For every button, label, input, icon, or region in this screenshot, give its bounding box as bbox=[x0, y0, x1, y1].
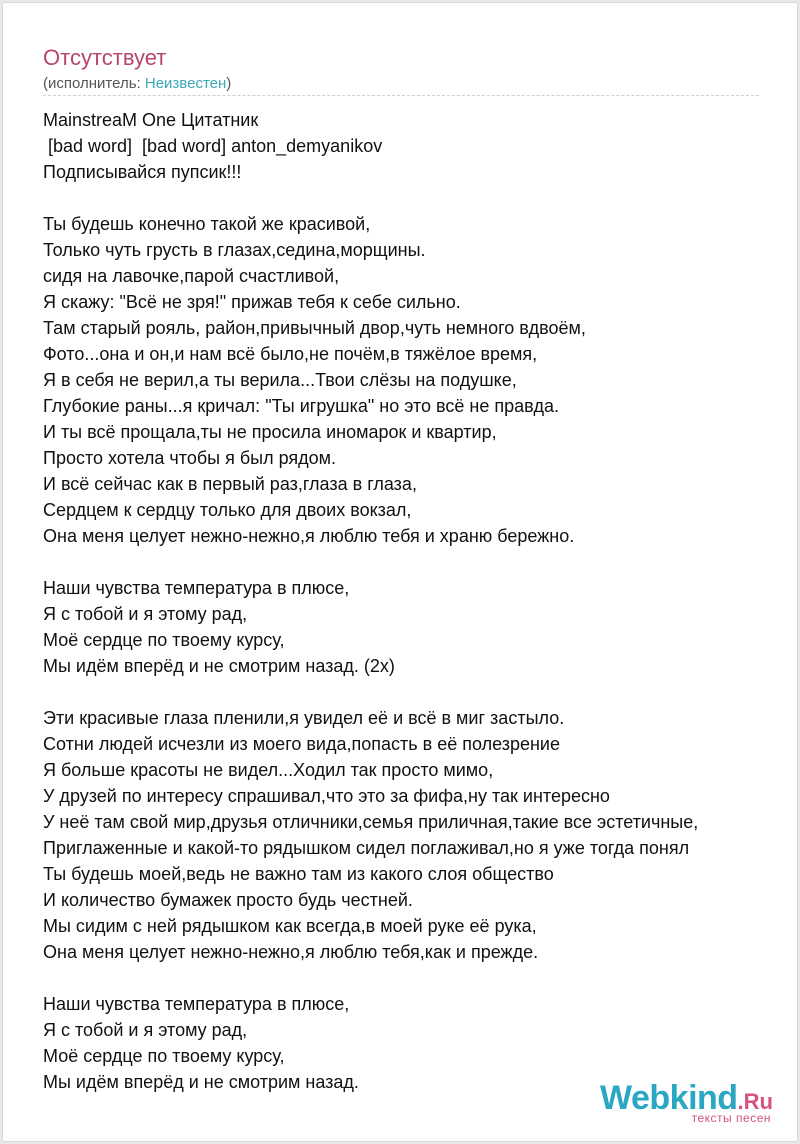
lyric-line: Фото...она и он,и нам всё было,не почём,в тяжёлое время, bbox=[43, 344, 538, 364]
lyric-line: Глубокие раны...я кричал: "Ты игрушка" но это всё не правда. bbox=[43, 396, 560, 416]
lyric-line: Я с тобой и я этому рад, bbox=[43, 604, 248, 624]
lyric-line: Сердцем к сердцу только для двоих вокзал, bbox=[43, 500, 412, 520]
lyric-line: Только чуть грусть в глазах,седина,морщины. bbox=[43, 240, 426, 260]
artist-suffix: ) bbox=[226, 75, 232, 92]
lyric-line: Приглаженные и какой-то рядышком сидел поглаживал,но я уже тогда понял bbox=[43, 838, 690, 858]
lyric-line: У друзей по интересу спрашивал,что это за фифа,ну так интересно bbox=[43, 786, 610, 806]
lyric-line: Моё сердце по твоему курсу, bbox=[43, 1046, 285, 1066]
lyric-line: сидя на лавочке,парой счастливой, bbox=[43, 266, 340, 286]
lyric-line: Сотни людей исчезли из моего вида,попасть в её полезрение bbox=[43, 734, 560, 754]
lyric-line: Наши чувства температура в плюсе, bbox=[43, 578, 350, 598]
lyric-line: Подписывайся пупсик!!! bbox=[43, 162, 242, 182]
lyric-line: У неё там свой мир,друзья отличники,семья приличная,такие все эстетичные, bbox=[43, 812, 699, 832]
header-divider bbox=[43, 95, 759, 96]
lyrics-text bbox=[43, 107, 798, 1095]
lyric-line: Мы идём вперёд и не смотрим назад. bbox=[43, 1072, 359, 1092]
lyric-line: Моё сердце по твоему курсу, bbox=[43, 630, 285, 650]
artist-prefix: (исполнитель: bbox=[43, 75, 145, 92]
site-logo[interactable] bbox=[600, 1081, 773, 1125]
lyric-blank-line bbox=[43, 549, 798, 575]
lyric-line: Я больше красоты не видел...Ходил так просто мимо, bbox=[43, 760, 494, 780]
lyric-blank-line bbox=[43, 185, 798, 211]
lyric-line: Я скажу: "Всё не зря!" прижав тебя к себе сильно. bbox=[43, 292, 461, 312]
artist-link[interactable]: Неизвестен bbox=[144, 75, 227, 92]
lyric-line: И всё сейчас как в первый раз,глаза в глаза, bbox=[43, 474, 417, 494]
lyric-line: Я в себя не верил,а ты верила...Твои слёзы на подушке, bbox=[43, 370, 517, 390]
lyric-line: MainstreaM One Цитатник bbox=[43, 110, 259, 130]
lyric-line: Мы идём вперёд и не смотрим назад. (2x) bbox=[43, 656, 395, 676]
lyric-line: Она меня целует нежно-нежно,я люблю тебя и храню бережно. bbox=[43, 526, 575, 546]
lyric-line: Мы сидим с ней рядышком как всегда,в моей руке её рука, bbox=[43, 916, 537, 936]
song-title: Отсутствует bbox=[43, 45, 167, 70]
lyric-line: Там старый рояль, район,привычный двор,чуть немного вдвоём, bbox=[43, 318, 586, 338]
lyric-line: Просто хотела чтобы я был рядом. bbox=[43, 448, 337, 468]
logo-main-text: Webkind bbox=[600, 1079, 738, 1117]
logo-subtitle: тексты песен bbox=[691, 1111, 771, 1125]
lyric-line: Она меня целует нежно-нежно,я люблю тебя,как и прежде. bbox=[43, 942, 539, 962]
lyric-line: Ты будешь конечно такой же красивой, bbox=[43, 214, 371, 234]
lyrics-page bbox=[2, 2, 798, 1142]
lyric-line: И количество бумажек просто будь честней. bbox=[43, 890, 413, 910]
lyric-line: Ты будешь моей,ведь не важно там из какого слоя общество bbox=[43, 864, 554, 884]
lyric-line: Эти красивые глаза пленили,я увидел её и всё в миг застыло. bbox=[43, 708, 565, 728]
lyric-blank-line bbox=[43, 679, 798, 705]
lyric-line: [bad word] [bad word] anton_demyanikov bbox=[43, 136, 383, 156]
logo-tld-text: .Ru bbox=[737, 1089, 773, 1114]
lyric-line: Я с тобой и я этому рад, bbox=[43, 1020, 248, 1040]
artist-line bbox=[43, 75, 231, 93]
lyric-line: Наши чувства температура в плюсе, bbox=[43, 994, 350, 1014]
lyric-blank-line bbox=[43, 965, 798, 991]
lyric-line: И ты всё прощала,ты не просила иномарок и квартир, bbox=[43, 422, 497, 442]
